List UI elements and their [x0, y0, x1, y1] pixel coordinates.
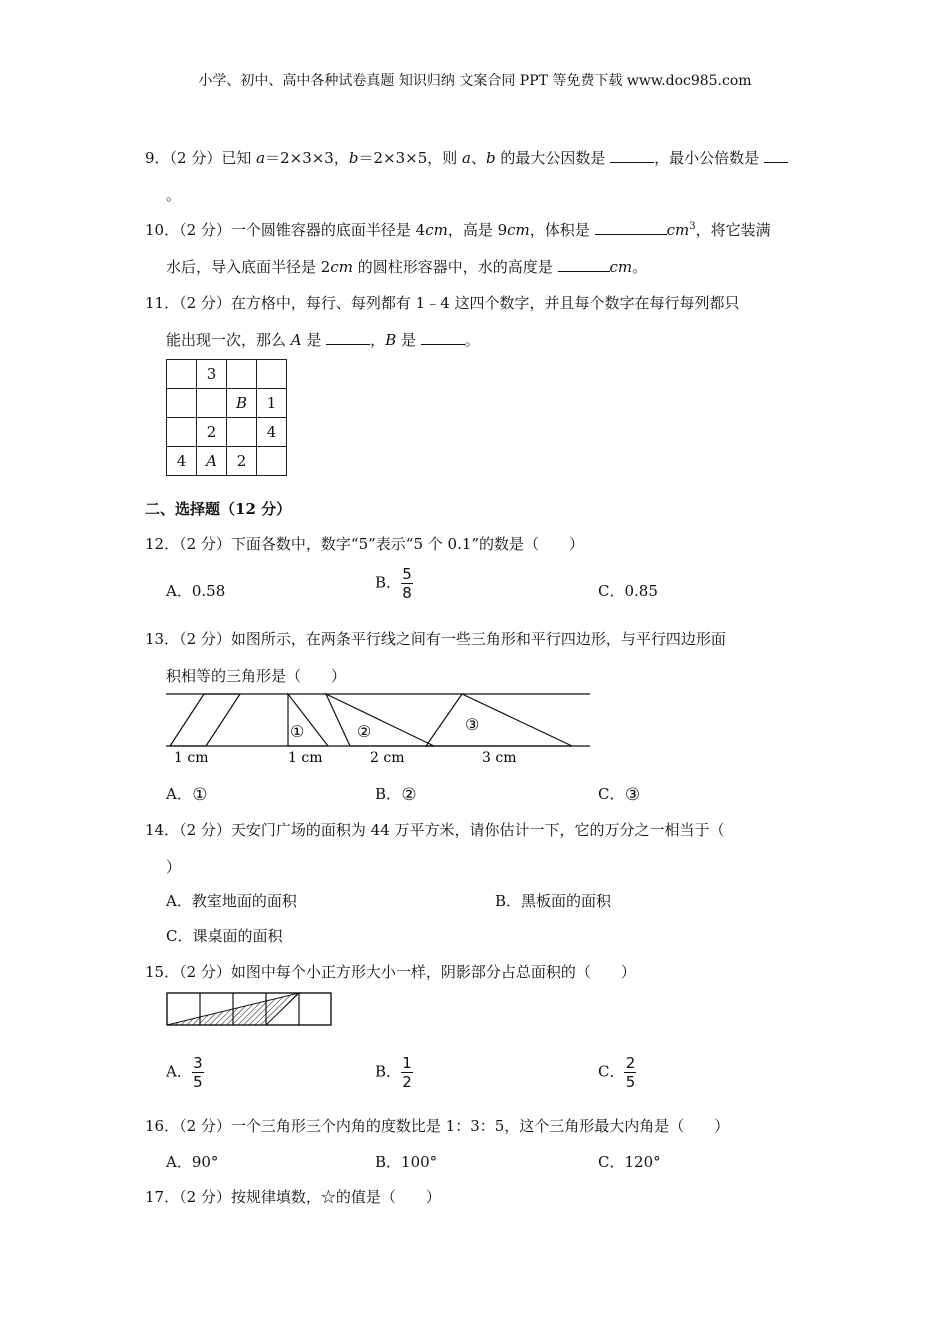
grid-cell — [257, 447, 287, 476]
q11-text: 是 — [301, 331, 327, 349]
option-label: A． — [166, 785, 192, 803]
q11-text: 能出现一次，那么 — [166, 331, 291, 349]
answer-blank[interactable] — [421, 330, 465, 345]
question-9-line2: 。 — [166, 186, 182, 204]
grid-cell — [167, 389, 197, 418]
q9-text: 的最大公因数是 — [495, 149, 611, 167]
q13-option-a[interactable] — [166, 783, 208, 804]
q9-text: ＝2×3×3， — [265, 149, 349, 167]
option-label: B． — [375, 573, 402, 592]
option-label: B． — [375, 785, 402, 803]
question-10-line1 — [145, 219, 771, 240]
fraction-denominator: 5 — [193, 1073, 203, 1091]
length-label: 1 cm — [174, 750, 209, 766]
grid-row — [167, 360, 287, 389]
grid-cell: 4 — [167, 447, 197, 476]
fraction — [401, 566, 413, 601]
q10-text: 10．（2 分）一个圆锥容器的底面半径是 4 — [145, 221, 426, 239]
q9-text: 、 — [470, 149, 486, 167]
circled-number: ① — [192, 785, 208, 805]
question-17-stem: 17．（2 分）按规律填数，☆的值是（ ） — [145, 1188, 441, 1206]
q13-option-c[interactable] — [598, 783, 640, 804]
grid-row — [167, 389, 287, 418]
q16-option-a[interactable]: A．90° — [166, 1153, 219, 1171]
fraction-numerator: 5 — [402, 565, 412, 583]
fraction-denominator: 2 — [402, 1073, 412, 1091]
q10-text: 的圆柱形容器中，水的高度是 — [352, 258, 558, 276]
grid-cell: 2 — [197, 418, 227, 447]
option-label: C． — [598, 785, 625, 803]
question-14-line1: 14．（2 分）天安门广场的面积为 44 万平方米，请你估计一下，它的万分之一相当于（ — [145, 821, 725, 839]
q14-option-a[interactable]: A．教室地面的面积 — [166, 892, 297, 910]
grid-cell — [227, 360, 257, 389]
q16-option-b[interactable]: B．100° — [375, 1153, 438, 1171]
q9-text: ，最小公倍数是 — [654, 149, 764, 167]
question-15-stem: 15．（2 分）如图中每个小正方形大小一样，阴影部分占总面积的（ ） — [145, 963, 636, 981]
fraction-numerator: 1 — [402, 1054, 412, 1072]
q9-var-b: b — [485, 149, 496, 167]
triangle-1-mark: ① — [290, 722, 305, 741]
fraction-numerator: 3 — [193, 1054, 203, 1072]
grid-cell — [167, 360, 197, 389]
question-13-line2: 积相等的三角形是（ ） — [166, 667, 347, 685]
q15-option-c[interactable] — [598, 1055, 636, 1090]
number-grid — [166, 359, 287, 476]
answer-blank[interactable] — [326, 330, 370, 345]
grid-cell: 4 — [257, 418, 287, 447]
q9-text: ＝2×3×5，则 — [358, 149, 463, 167]
triangle-2-mark: ② — [357, 722, 372, 741]
q10-unit: cm — [330, 258, 353, 276]
question-13-line1: 13．（2 分）如图所示，在两条平行线之间有一些三角形和平行四边形，与平行四边形面 — [145, 630, 726, 648]
answer-blank[interactable] — [764, 148, 788, 163]
q9-var-a: a — [462, 149, 471, 167]
q10-unit: cm — [507, 221, 530, 239]
fraction — [401, 1055, 413, 1090]
section-title: 二、选择题（12 分） — [145, 500, 292, 518]
triangle-3-shape — [426, 694, 572, 746]
question-11-line1: 11．（2 分）在方格中，每行、每列都有 1﹣4 这四个数字，并且每个数字在每行每列都只 — [145, 294, 740, 312]
q10-text: ，高是 9 — [447, 221, 508, 239]
answer-blank[interactable] — [610, 148, 654, 163]
length-label: 2 cm — [370, 750, 405, 766]
q13-option-b[interactable] — [375, 783, 417, 804]
q11-text: 。 — [464, 331, 480, 349]
q15-option-a[interactable] — [166, 1055, 204, 1090]
q12-option-b[interactable] — [375, 566, 413, 601]
shaded-squares-figure — [164, 991, 336, 1029]
grid-cell: A — [197, 447, 227, 476]
length-label: 3 cm — [482, 750, 517, 766]
question-16-stem: 16．（2 分）一个三角形三个内角的度数比是 1：3：5，这个三角形最大内角是（ ） — [145, 1117, 730, 1135]
grid-cell — [197, 389, 227, 418]
question-14-line2: ） — [166, 858, 182, 876]
q10-unit: cm — [609, 258, 633, 276]
parallelogram-shape — [170, 694, 240, 746]
option-label: A． — [166, 1062, 192, 1081]
q14-option-c[interactable]: C．课桌面的面积 — [166, 927, 283, 945]
triangle-2-shape — [326, 694, 434, 746]
circled-number: ③ — [624, 785, 641, 805]
grid-cell — [167, 418, 197, 447]
fraction — [192, 1055, 204, 1090]
q10-unit: cm — [425, 221, 448, 239]
q11-text: 是 — [396, 331, 421, 349]
fraction-denominator: 5 — [625, 1073, 636, 1091]
grid-cell: 1 — [257, 389, 287, 418]
q11-var-b: B — [385, 331, 397, 349]
q9-var-a: a — [256, 149, 266, 167]
grid-row — [167, 418, 287, 447]
triangle-3-mark: ③ — [465, 715, 480, 734]
q9-var-b: b — [348, 149, 359, 167]
fraction — [624, 1055, 636, 1090]
q12-option-c[interactable]: C．0.85 — [598, 582, 658, 600]
question-9-line1 — [145, 147, 788, 168]
circled-number: ② — [401, 785, 417, 805]
answer-blank[interactable] — [558, 257, 610, 272]
q9-text: 9．（2 分）已知 — [145, 149, 257, 167]
grid-cell — [227, 418, 257, 447]
fraction-denominator: 8 — [402, 584, 412, 602]
q10-text: 。 — [632, 258, 648, 276]
q10-superscript: 3 — [689, 221, 696, 232]
question-11-line2 — [166, 329, 480, 350]
q12-option-a[interactable]: A．0.58 — [166, 582, 226, 600]
q10-unit: cm — [666, 221, 690, 239]
question-10-line2 — [166, 256, 647, 277]
q15-option-b[interactable] — [375, 1055, 413, 1090]
answer-blank[interactable] — [595, 220, 667, 235]
grid-cell: 2 — [227, 447, 257, 476]
length-label: 1 cm — [288, 750, 323, 766]
q11-text: ， — [370, 331, 386, 349]
fraction-numerator: 2 — [625, 1054, 636, 1072]
grid-cell: 3 — [197, 360, 227, 389]
q14-option-b[interactable]: B．黑板面的面积 — [495, 892, 612, 910]
option-label: B． — [375, 1062, 402, 1081]
q16-option-c[interactable]: C．120° — [598, 1153, 661, 1171]
q10-text: ，将它装满 — [695, 221, 771, 239]
q11-var-a: A — [290, 331, 302, 349]
q10-text: ，体积是 — [529, 221, 595, 239]
grid-cell — [257, 360, 287, 389]
question-12-stem: 12．（2 分）下面各数中，数字“5”表示“5 个 0.1”的数是（ ） — [145, 535, 585, 553]
grid-row — [167, 447, 287, 476]
parallel-lines-figure — [160, 688, 600, 770]
page-header: 小学、初中、高中各种试卷真题 知识归纳 文案合同 PPT 等免费下载 www.doc985.com — [198, 73, 752, 89]
option-label: C． — [598, 1062, 625, 1081]
grid-cell: B — [227, 389, 257, 418]
q10-text: 水后，导入底面半径是 2 — [166, 258, 331, 276]
